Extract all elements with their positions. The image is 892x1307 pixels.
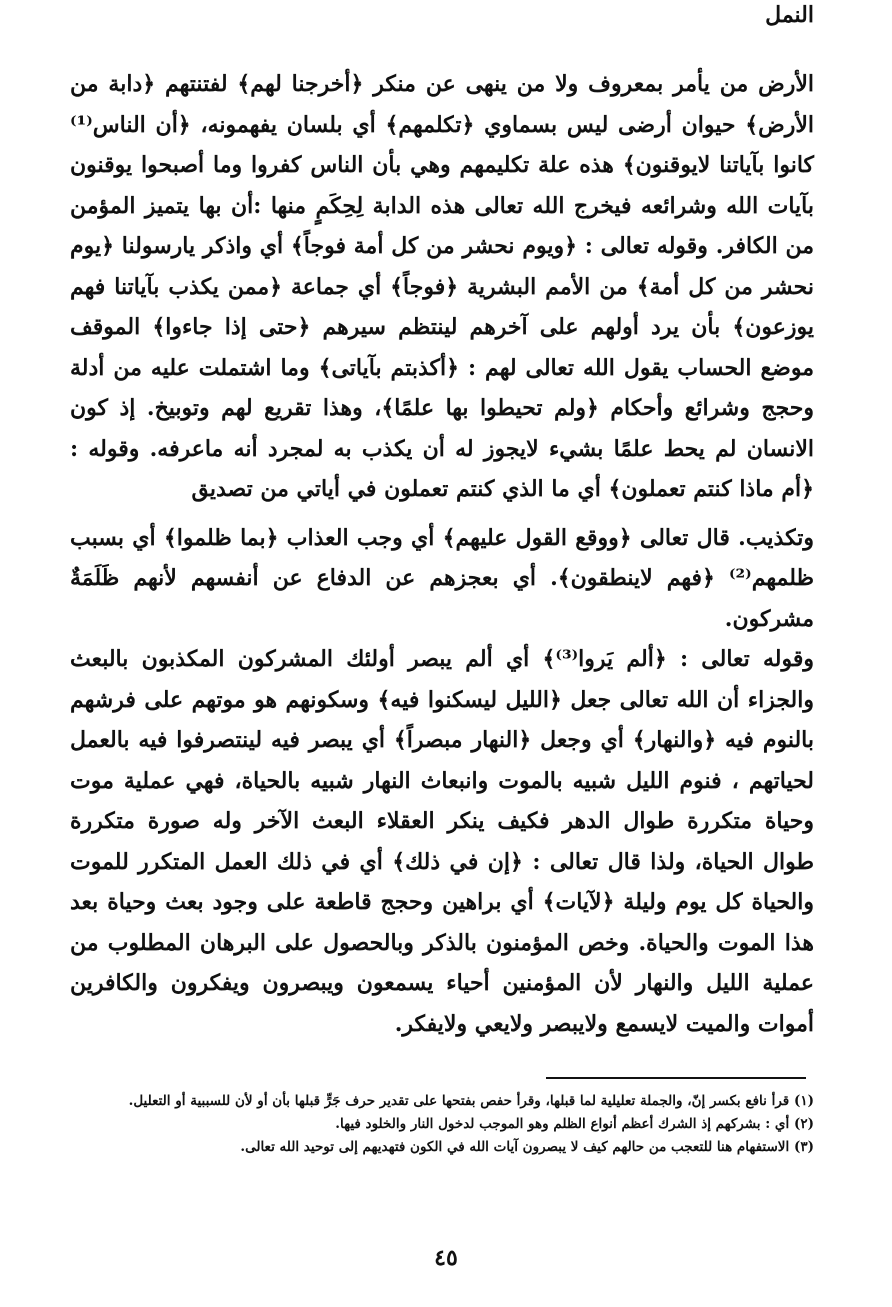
footnote-separator <box>546 1077 806 1079</box>
footnotes <box>70 1090 814 1159</box>
paragraph: وقوله تعالى : ﴿ألم يَروا⁽³⁾﴾ أي ألم يبصر أولئك المشركون المكذبون بالبعث والجزاء أن الله تعالى جعل ﴿الليل ليسكنوا فيه﴾ وسكونهم هو موتهم على فرشهم بالنوم فيه ﴿والنهار﴾ أي وجعل ﴿النهار مبصراً﴾ أي يبصر فيه لينتصرفوا فيه بالعمل لحياتهم ، فنوم الليل شبيه بالموت وانبعاث النهار شبيه بالحياة، فهي عملية موت وحياة متكررة طوال الدهر فكيف ينكر العقلاء البعث الآخر وله صورة متكررة طوال الحياة، ولذا قال تعالى : ﴿إن في ذلك﴾ أي في ذلك العمل المتكرر للموت والحياة كل يوم وليلة ﴿لآيات﴾ أي براهين وحجج قاطعة على وجود بعث وحياة بعد هذا الموت والحياة. وخص المؤمنون بالذكر وبالحصول على البرهان المطلوب من عملية الليل والنهار لأن المؤمنين أحياء يسمعون ويبصرون ويفكرون والكافرين أموات والميت لايسمع ولايبصر ولايعي ولايفكر. <box>70 646 815 1037</box>
footnote: (١) قرأ نافع بكسر إنّ، والجملة تعليلية لما قبلها، وقرأ حفص بفتحها على تقدير حرف جَرٍّ قبلها بأن أو لأن للسببية أو التعليل. <box>128 1093 814 1109</box>
page-number: ٤٥ <box>434 1245 458 1271</box>
paragraph: وتكذيب. قال تعالى ﴿ووقع القول عليهم﴾ أي وجب العذاب ﴿بما ظلموا﴾ أي بسبب ظلمهم⁽²⁾ ﴿فهم لاينطقون﴾. أي بعجزهم عن الدفاع عن أنفسهم لأنهم ظَلَمَةٌ مشركون. <box>70 524 814 632</box>
paragraph: الأرض من يأمر بمعروف ولا من ينهى عن منكر ﴿أخرجنا لهم﴾ لفتنتهم ﴿دابة من الأرض﴾ حيوان أرضى ليس بسماوي ﴿تكلمهم﴾ أي بلسان يفهمونه، ﴿أن الناس⁽¹⁾ كانوا بآياتنا لايوقنون﴾ هذه علة تكليمهم وهي بأن الناس كفروا وما أصبحوا يوقنون بآيات الله وشرائعه فيخرج الله تعالى هذه الدابة لِحِكَمٍ منها :أن بها يتميز المؤمن من الكافر. وقوله تعالى : ﴿ويوم نحشر من كل أمة فوجاً﴾ أي واذكر يارسولنا ﴿يوم نحشر من كل أمة﴾ من الأمم البشرية ﴿فوجاً﴾ أي جماعة ﴿ممن يكذب بآياتنا فهم يوزعون﴾ بأن يرد أولهم على آخرهم لينتظم سيرهم ﴿حتى إذا جاءوا﴾ الموقف موضع الحساب يقول الله تعالى لهم : ﴿أكذبتم بآياتى﴾ وما اشتملت عليه من أدلة وحجج وشرائع وأحكام ﴿ولم تحيطوا بها علمًا﴾، وهذا تقريع لهم وتوبيخ. إذ كون الانسان لم يحط علمًا بشيء لايجوز له أن يكذب به لمجرد أنه ماعرفه. وقوله : ﴿أم ماذا كنتم تعملون﴾ أي ما الذي كنتم تعملون في أياتي من تصديق <box>70 71 814 502</box>
main-text <box>70 64 814 1044</box>
footnote: (٢) أي : بشركهم إذ الشرك أعظم أنواع الظلم وهو الموجب لدخول النار والخلود فيها. <box>335 1116 814 1132</box>
running-title: النمل <box>765 2 814 28</box>
footnote: (٣) الاستفهام هنا للتعجب من حالهم كيف لا يبصرون آيات الله في الكون فتهديهم إلى توحيد الله تعالى. <box>240 1139 814 1155</box>
